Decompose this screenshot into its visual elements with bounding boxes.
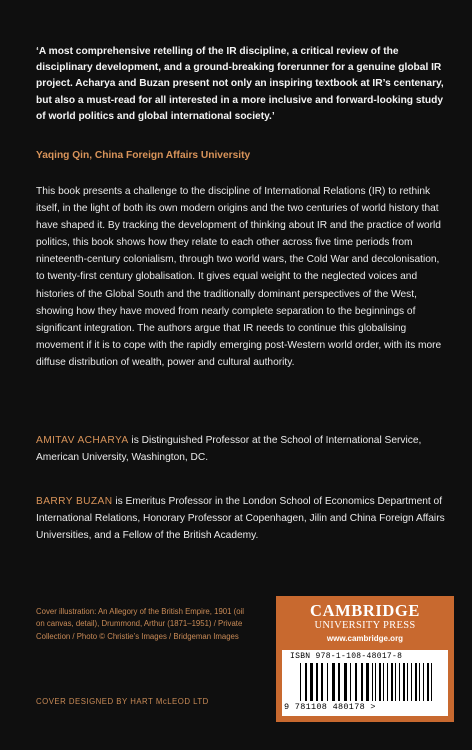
barcode-bar <box>316 663 318 701</box>
author-name: AMITAV ACHARYA <box>36 435 129 446</box>
author-bio-acharya <box>36 432 446 466</box>
barcode-bar <box>423 663 424 701</box>
barcode-bar <box>372 663 373 701</box>
barcode-bar <box>399 663 400 701</box>
author-bio-text: is Emeritus Professor in the London School of Economics Department of International Relations, Honorary Professor at Copenhagen, Jilin and China Foreign Affairs Universities, and a Fellow of the British Academy. <box>36 496 445 542</box>
author-bio-buzan <box>36 493 446 544</box>
barcode-bar <box>344 663 347 701</box>
barcode-bar <box>375 663 376 701</box>
barcode-bar <box>411 663 412 701</box>
barcode-bar <box>310 663 313 701</box>
barcode-bar <box>300 663 301 701</box>
barcode-bar <box>350 663 351 701</box>
barcode-bar <box>327 663 328 701</box>
barcode-bar <box>419 663 420 701</box>
barcode-bars <box>298 663 438 701</box>
barcode-bar <box>407 663 408 701</box>
cover-illustration-credit: Cover illustration: An Allegory of the British Empire, 1901 (oil on canvas, detail), Drummond, Arthur (1871–1951) / Private Collection / Photo © Christie’s Images / Bridgeman Images <box>36 607 245 641</box>
barcode-bar <box>361 663 363 701</box>
publisher-logo-name: CAMBRIDGE <box>310 601 420 620</box>
barcode-bar <box>427 663 429 701</box>
isbn-label: ISBN 978-1-108-48017-8 <box>290 652 403 661</box>
barcode-bar <box>379 663 381 701</box>
barcode-bar <box>395 663 396 701</box>
isbn-barcode <box>282 650 448 716</box>
barcode-bar <box>355 663 357 701</box>
barcode-bar <box>321 663 323 701</box>
publisher-box <box>276 596 454 722</box>
endorsement-quote: ‘A most comprehensive retelling of the IR discipline, a critical review of the disciplinary development, and a ground-breaking forerunner for a genuine global IR project. Acharya and Buzan present not only an inspiring textbook at IR’s centenary, but also a must-read for all interested in a more inclusive and forward-looking study of world politics and global international society.’ <box>36 46 444 122</box>
cover-designer-credit: COVER DESIGNED BY HART McLEOD LTD <box>36 697 209 706</box>
barcode-bar <box>387 663 388 701</box>
barcode-digits: 9 781108 480178 > <box>284 702 376 712</box>
barcode-bar <box>383 663 384 701</box>
publisher-logo-press: UNIVERSITY PRESS <box>314 620 416 631</box>
author-bio-text: is Distinguished Professor at the School of International Service, American University, Washington, DC. <box>36 435 422 464</box>
barcode-bar <box>391 663 393 701</box>
book-description: This book presents a challenge to the discipline of International Relations (IR) to rethink itself, in the light of both its own modern origins and the two centuries of world history that have shaped it. By tracking the development of thinking about IR and the practice of world politics, this book shows how they relate to each other across five time periods from nineteenth-century colonialism, through two world wars, the Cold War and decolonisation, to twenty-first century globalisation. It gives equal weight to the neglected voices and histories of the Global South and the traditionally dominant perspectives of the West, showing how they have moved from nearly complete separation to the beginnings of significant integration. The authors argue that IR needs to continue this globalising movement if it is to cope with the rapidly emerging post-Western world order, with its more diffuse distribution of wealth, power and cultural authority. <box>36 186 442 368</box>
barcode-bar <box>305 663 307 701</box>
barcode-bar <box>332 663 335 701</box>
barcode-bar <box>415 663 417 701</box>
barcode-bar <box>431 663 432 701</box>
publisher-website: www.cambridge.org <box>326 634 404 643</box>
barcode-bar <box>338 663 340 701</box>
endorsement-attribution: Yaqing Qin, China Foreign Affairs University <box>36 150 251 161</box>
author-name: BARRY BUZAN <box>36 496 113 507</box>
barcode-bar <box>366 663 369 701</box>
barcode-bar <box>403 663 405 701</box>
